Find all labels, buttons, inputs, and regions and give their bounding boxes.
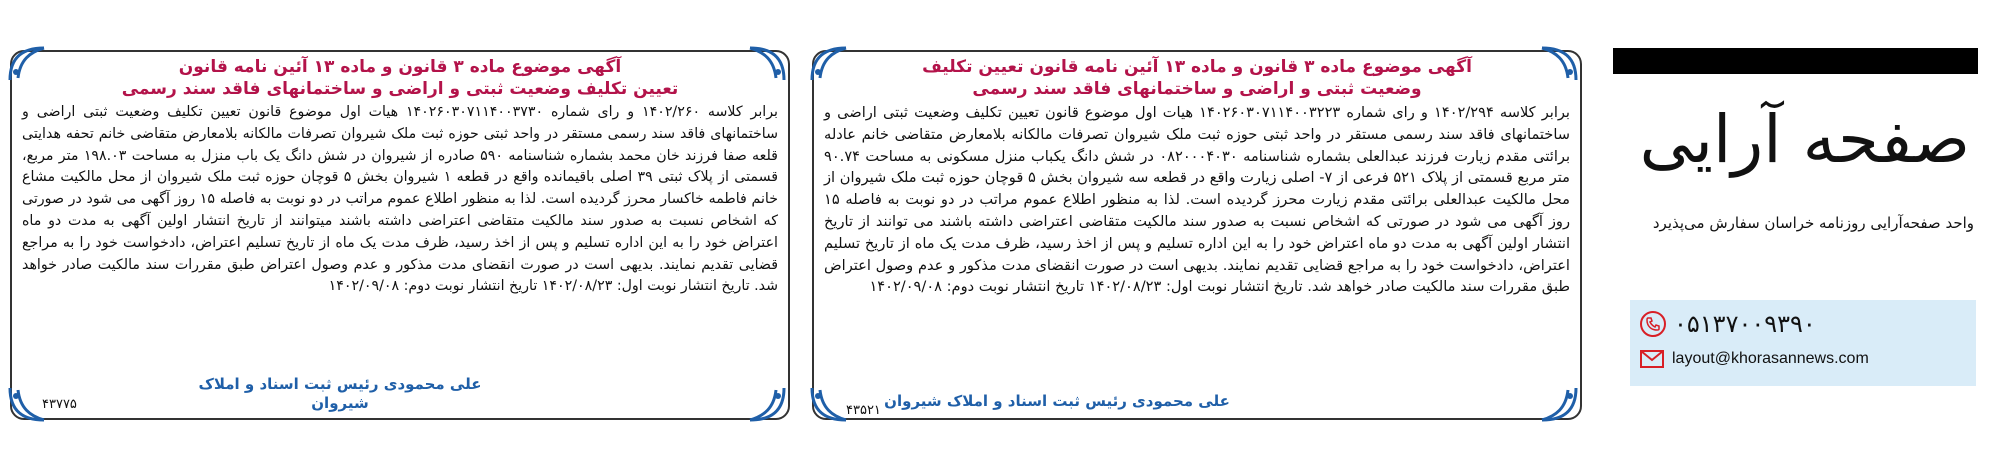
signature-wrap bbox=[172, 374, 508, 412]
notice-title-line1: آگهی موضوع ماده ۳ قانون و ماده ۱۳ آئین نامه قانون تعیین تکلیف bbox=[922, 57, 1472, 77]
swirl-ornament-icon bbox=[1538, 44, 1582, 84]
swirl-ornament-icon bbox=[4, 384, 48, 424]
phone-icon bbox=[1640, 311, 1666, 337]
header-black-bar bbox=[1613, 48, 1978, 74]
phone-row[interactable] bbox=[1640, 310, 1816, 338]
notice-body: برابر کلاسه ۱۴۰۲/۲۶۰ و رای شماره ۱۴۰۲۶۰۳۰۷۱۱۴۰۰۳۷۳۰ هیات اول موضوع قانون تعیین تکلیف وضعیت ثبتی اراضی و ساختمانهای فاقد سند رسمی مستقر در واحد ثبتی حوزه ثبت ملک شیروان تصرفات مالکانه بلامعارض متقاضی خانم تحفه هدایتی قلعه صفا فرزند خان محمد بشماره شناسنامه ۵۹۰ صادره از شیروان در شش دانگ یک باب منزل به مساحت ۱۹۸.۰۳ متر مربع، قسمتی از پلاک ثبتی ۳۹ اصلی باقیمانده واقع در قطعه ۱ شیروان بخش ۵ قوچان حوزه ثبت ملک شیروان از محل مالکیت مشاع خانم فاطمه خاکسار محرز گردیده است. لذا به منظور اطلاع عموم مراتب در دو نوبت به فاصله ۱۵ روز آگهی می شود در صورتی که اشخاص نسبت به صدور سند مالکیت متقاضی اعتراضی داشته باشند میتوانند از تاریخ انتشار اولین آگهی به مدت دو ماه اعتراض خود را به این اداره تسلیم و پس از اخذ رسید، ظرف مدت یک ماه از تاریخ تسلیم اعتراض، دادخواست خود را به مراجع قضایی تقدیم نمایند. بدیهی است در صورت انقضای مدت مذکور و عدم وصول اعتراض طبق مقررات سند مالکیت صادر خواهد شد. تاریخ انتشار نوبت اول: ۱۴۰۲/۰۸/۲۳ تاریخ انتشار نوبت دوم: ۱۴۰۲/۰۹/۰۸ bbox=[22, 104, 779, 295]
mail-icon bbox=[1640, 350, 1664, 368]
swirl-ornament-icon bbox=[4, 44, 48, 84]
email-row[interactable] bbox=[1640, 350, 1869, 368]
notice-title-line2: تعیین تکلیف وضعیت ثبتی و اراضی و ساختمانهای فاقد سند رسمی bbox=[121, 79, 679, 99]
email-address: layout@khorasannews.com bbox=[1672, 350, 1869, 367]
swirl-ornament-icon bbox=[746, 384, 790, 424]
notice-title-line1: آگهی موضوع ماده ۳ قانون و ماده ۱۳ آئین نامه قانون bbox=[178, 57, 622, 77]
notice-code: ۴۳۵۲۱ bbox=[846, 403, 881, 418]
swirl-ornament-icon bbox=[806, 44, 850, 84]
page-design-title: صفحه آرایی bbox=[1639, 101, 1970, 178]
notice-body: برابر کلاسه ۱۴۰۲/۲۹۴ و رای شماره ۱۴۰۲۶۰۳۰۷۱۱۴۰۰۳۲۲۳ هیات اول موضوع قانون تعیین تکلیف وضعیت ثبتی اراضی و ساختمانهای فاقد سند رسمی مستقر در واحد ثبتی حوزه ثبت ملک شیروان تصرفات مالکانه بلامعارض متقاضی خانم عادله برائتی مقدم زیارت فرزند عبدالعلی بشماره شناسنامه ۰۸۲۰۰۰۴۰۳۰ در شش دانگ یکباب منزل مسکونی به مساحت ۹۰.۷۴ متر مربع قسمتی از پلاک ۵۲۱ فرعی از ۷- اصلی زیارت واقع در قطعه سه شیروان بخش ۵ قوچان حوزه ثبت ملک شیروان از محل مالکیت عبدالعلی برائتی مقدم زیارت محرز گردیده است. لذا به منظور اطلاع عموم مراتب در دو نوبت به فاصله ۱۵ روز آگهی می شود در صورتی که اشخاص نسبت به صدور سند مالکیت متقاضی اعتراضی داشته باشند می توانند از تاریخ انتشار اولین آگهی به مدت دو ماه اعتراض خود را به این اداره تسلیم و پس از اخذ رسید، ظرف مدت یک ماه از تاریخ تسلیم اعتراض، دادخواست خود را به مراجع قضایی تقدیم نمایند. بدیهی است در صورت انقضای مدت مذکور و عدم وصول اعتراض طبق مقررات سند مالکیت صادر خواهد شد. تاریخ انتشار نوبت اول: ۱۴۰۲/۰۸/۲۳ تاریخ انتشار نوبت دوم: ۱۴۰۲/۰۹/۰۸ bbox=[824, 104, 1571, 296]
phone-number: ۰۵۱۳۷۰۰۹۳۹۰ bbox=[1674, 310, 1816, 338]
swirl-ornament-icon bbox=[806, 384, 850, 424]
signature: علی محمودی رئیس ثبت اسناد و املاک شیروان bbox=[884, 392, 1230, 410]
swirl-ornament-icon bbox=[746, 44, 790, 84]
notice-box-left bbox=[10, 50, 790, 420]
page-design-description: واحد صفحه‌آرایی روزنامه خراسان سفارش می‌پذیرد bbox=[1652, 214, 1974, 232]
notice-box-right bbox=[812, 50, 1582, 420]
contact-box bbox=[1630, 300, 1976, 386]
notice-title-line2: وضعیت ثبتی و اراضی و ساختمانهای فاقد سند رسمی bbox=[972, 79, 1422, 99]
notice-code: ۴۳۷۷۵ bbox=[42, 397, 77, 412]
signature: علی محمودی رئیس ثبت اسناد و املاک شیروان bbox=[198, 375, 482, 412]
swirl-ornament-icon bbox=[1538, 384, 1582, 424]
signature-wrap bbox=[834, 391, 1280, 410]
